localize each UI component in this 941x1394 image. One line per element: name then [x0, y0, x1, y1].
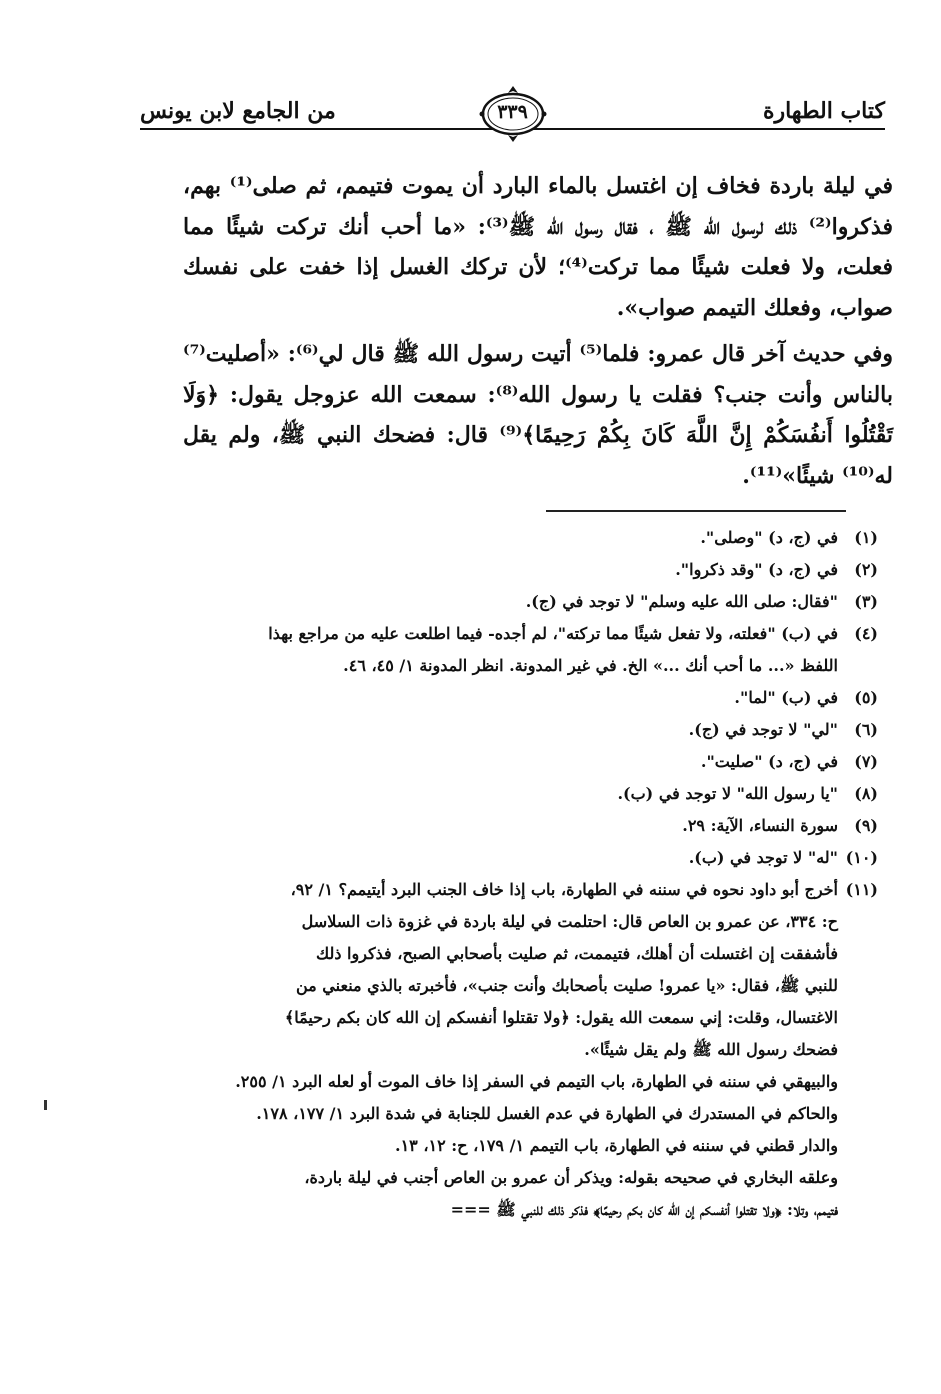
footnotes: [185, 522, 878, 1226]
footnote: [185, 746, 878, 778]
footnote-line: في (ج، د) "وقد ذكروا".: [675, 560, 838, 579]
footnote: [185, 874, 878, 1226]
footnote: [185, 618, 878, 682]
footnote-text: [185, 874, 838, 1226]
footnote-number: (٦): [854, 720, 878, 739]
footnote-text: [185, 522, 838, 554]
footnote-number: (٩): [854, 816, 878, 835]
footnote: [185, 714, 878, 746]
footnote-line: والدار قطني في سننه في الطهارة، باب التيمم ١/ ١٧٩، ح: ١٢، ١٣.: [395, 1136, 838, 1155]
footnote-line: "فقال: صلى الله عليه وسلم" لا توجد في (ج).: [525, 592, 838, 611]
footnote-line: "يا رسول الله" لا توجد في (ب).: [617, 784, 838, 803]
footnote-text: [185, 586, 838, 618]
running-header: [140, 84, 885, 134]
footnote-text: [185, 618, 838, 682]
footnote: [185, 842, 878, 874]
footnote-line: للنبي ﷺ، فقال: «يا عمرو! صليت بأصحابك وأنت جنب»، فأخبرته بالذي منعني من: [295, 976, 838, 995]
footnote-text: [185, 682, 838, 714]
footnote-number: (٢): [854, 560, 878, 579]
footnote: [185, 522, 878, 554]
footnote-text: [185, 714, 838, 746]
footnote-text: [185, 810, 838, 842]
footnote-number: (٥): [854, 688, 878, 707]
footnote-line: في (ب) "فعلته، ولا تفعل شيئًا مما تركته"، لم أجده- فيما اطلعت عليه من مراجع بهذا: [268, 624, 838, 643]
footnote-line: فضحك رسول الله ﷺ ولم يقل شيئًا».: [584, 1040, 838, 1059]
footnote-line: اللفظ «... ما أحب أنك ...» الخ. في غير المدونة. انظر المدونة ١/ ٤٥، ٤٦.: [343, 656, 838, 675]
footnote-line: والحاكم في المستدرك في الطهارة في عدم الغسل للجنابة في شدة البرد ١/ ١٧٧، ١٧٨.: [256, 1104, 838, 1123]
footnote: [185, 554, 878, 586]
footnote-line: "لي" لا توجد في (ج).: [688, 720, 838, 739]
footnote-line: فتيمم، وتلا: ﴿ولا تقتلوا أنفسكم إن الله كان بكم رحيمًا﴾ فذكر ذلك للنبي ﷺ ===: [450, 1200, 838, 1219]
footnote: [185, 778, 878, 810]
footnote-text: [185, 842, 838, 874]
footnote-number: (١١): [845, 880, 878, 899]
footnote: [185, 586, 878, 618]
footnote-line: ح: ٣٣٤، عن عمرو بن العاص قال: احتلمت في ليلة باردة في غزوة ذات السلاسل: [301, 912, 838, 931]
footnote-separator: [546, 510, 846, 512]
main-text: [183, 166, 893, 496]
footnote-number: (٧): [854, 752, 878, 771]
page-number-medallion: [478, 84, 548, 144]
footnote-line: والبيهقي في سننه في الطهارة، باب التيمم في السفر إذا خاف الموت أو لعله البرد ١/ ٢٥٥.: [235, 1072, 838, 1091]
footnote-line: في (ب) "لما".: [734, 688, 838, 707]
footnote-number: (١٠): [845, 848, 878, 867]
footnote: [185, 810, 878, 842]
footnote-line: سورة النساء، الآية: ٢٩.: [682, 816, 838, 835]
footnote-line: الاغتسال، وقلت: إني سمعت الله يقول: ﴿ولا تقتلوا أنفسكم إن الله كان بكم رحيمًا﴾: [284, 1008, 838, 1027]
footnote-line: أخرج أبو داود نحوه في سننه في الطهارة، باب إذا خاف الجنب البرد أيتيمم؟ ١/ ٩٢،: [290, 880, 838, 899]
paragraph-1: في ليلة باردة فخاف إن اغتسل بالماء البارد أن يموت فتيمم، ثم صلى⁽¹⁾ بهم، فذكروا⁽²⁾ ذلك لرسول الله ﷺ ، فقال رسول الله ﷺ⁽³⁾: «ما أحب أنك تركت شيئًا مما فعلت، ولا فعلت شيئًا مما تركت⁽⁴⁾؛ لأن تركك الغسل إذا خفت على نفسك صواب، وفعلك التيمم صواب».: [183, 173, 894, 321]
footnote-text: [185, 778, 838, 810]
footnote-text: [185, 746, 838, 778]
footnote-number: (٤): [854, 624, 878, 643]
footnote-line: في (ج، د) "وصلى".: [700, 528, 838, 547]
footnote: [185, 682, 878, 714]
footnote-number: (٨): [854, 784, 878, 803]
footnote-line: في (ج، د) "صليت".: [700, 752, 838, 771]
book-title: كتاب الطهارة: [762, 98, 885, 124]
scan-mark: [44, 1100, 47, 1110]
footnote-line: فأشفقت إن اغتسلت أن أهلك، فتيممت، ثم صليت بأصحابي الصبح، فذكروا ذلك: [315, 944, 838, 963]
footnote-line: "له" لا توجد في (ب).: [688, 848, 838, 867]
paragraph-2: وفي حديث آخر قال عمرو: فلما⁽⁵⁾ أتيت رسول الله ﷺ قال لي⁽⁶⁾: «أصليت⁽⁷⁾ بالناس وأنت جنب؟ فقلت يا رسول الله⁽⁸⁾: سمعت الله عزوجل يقول: ﴿وَلَا تَقْتُلُوا أَنفُسَكُمْ إِنَّ اللَّهَ كَانَ بِكُمْ رَحِيمًا﴾⁽⁹⁾ قال: فضحك النبي ﷺ، ولم يقل له⁽¹⁰⁾ شيئًا»⁽¹¹⁾.: [183, 341, 893, 489]
footnote-text: [185, 554, 838, 586]
footnote-line: وعلقه البخاري في صحيحه بقوله: ويذكر أن عمرو بن العاص أجنب في ليلة باردة،: [304, 1168, 838, 1187]
source-title: من الجامع لابن يونس: [140, 98, 336, 124]
footnote-number: (٣): [854, 592, 878, 611]
footnote-number: (١): [854, 528, 878, 547]
page-number: ٣٣٩: [497, 101, 528, 123]
